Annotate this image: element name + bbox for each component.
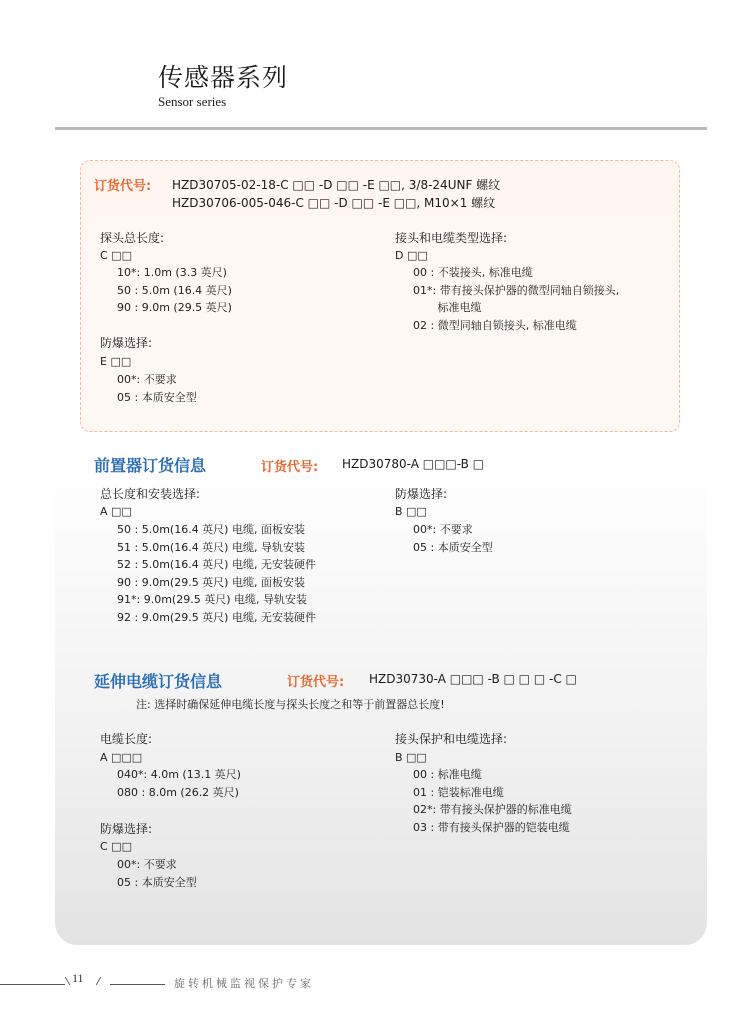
- extension-order-label: 订货代号:: [287, 675, 345, 690]
- preamp-explosion-title: 防爆选择:: [395, 487, 448, 501]
- footer-line-left: [0, 984, 65, 985]
- extension-explosion-code: C □□: [100, 840, 132, 853]
- probe-length-option: 90 : 9.0m (29.5 英尺): [117, 301, 232, 314]
- probe-length-option: 50 : 5.0m (16.4 英尺): [117, 284, 232, 297]
- extension-protect-option: 00 : 标准电缆: [413, 768, 482, 781]
- preamp-explosion-code: B □□: [395, 505, 427, 518]
- page-title: 传感器系列: [158, 63, 289, 92]
- extension-length-option: 040*: 4.0m (13.1 英尺): [117, 768, 241, 781]
- footer-line-right: [110, 984, 165, 985]
- probe-connector-option: 标准电缆: [413, 301, 482, 314]
- preamp-explosion-option: 05 : 本质安全型: [413, 541, 493, 554]
- header-rule: [55, 127, 707, 130]
- extension-code: HZD30730-A □□□ -B □ □ □ -C □: [369, 672, 577, 686]
- page-number: 11: [72, 971, 84, 985]
- preamp-heading: 前置器订货信息: [94, 456, 207, 475]
- preamp-length-option: 92 : 9.0m(29.5 英尺) 电缆, 无安装硬件: [117, 611, 316, 624]
- probe-explosion-option: 05 : 本质安全型: [117, 391, 197, 404]
- extension-explosion-title: 防爆选择:: [100, 822, 153, 836]
- preamp-code: HZD30780-A □□□-B □: [342, 457, 485, 471]
- extension-protect-option: 03 : 带有接头保护器的铠装电缆: [413, 821, 570, 834]
- preamp-length-option: 90 : 9.0m(29.5 英尺) 电缆, 面板安装: [117, 576, 305, 589]
- preamp-length-option: 91*: 9.0m(29.5 英尺) 电缆, 导轨安装: [117, 593, 307, 606]
- probe-code-line-2: HZD30706-005-046-C □□ -D □□ -E □□, M10×1 螺纹: [172, 196, 496, 210]
- preamp-length-option: 51 : 5.0m(16.4 英尺) 电缆, 导轨安装: [117, 541, 305, 554]
- extension-protect-title: 接头保护和电缆选择:: [395, 732, 508, 746]
- preamp-length-option: 52 : 5.0m(16.4 英尺) 电缆, 无安装硬件: [117, 558, 316, 571]
- extension-explosion-option: 00*: 不要求: [117, 858, 177, 871]
- extension-explosion-option: 05 : 本质安全型: [117, 876, 197, 889]
- extension-protect-code: B □□: [395, 751, 427, 764]
- extension-note: 注: 选择时确保延伸电缆长度与探头长度之和等于前置器总长度!: [136, 698, 445, 711]
- footer-slogan: 旋转机械监视保护专家: [174, 977, 314, 990]
- extension-protect-option: 02*: 带有接头保护器的标准电缆: [413, 803, 572, 816]
- probe-length-code: C □□: [100, 249, 132, 262]
- extension-length-title: 电缆长度:: [100, 732, 153, 746]
- probe-connector-code: D □□: [395, 249, 428, 262]
- preamp-length-title: 总长度和安装选择:: [100, 487, 201, 501]
- preamp-length-option: 50 : 5.0m(16.4 英尺) 电缆, 面板安装: [117, 523, 305, 536]
- extension-length-code: A □□□: [100, 751, 143, 764]
- probe-explosion-option: 00*: 不要求: [117, 373, 177, 386]
- extension-length-option: 080 : 8.0m (26.2 英尺): [117, 786, 239, 799]
- probe-connector-option: 00 : 不装接头, 标准电缆: [413, 266, 533, 279]
- probe-length-title: 探头总长度:: [100, 231, 165, 245]
- probe-code-line-1: HZD30705-02-18-C □□ -D □□ -E □□, 3/8-24UNF 螺纹: [172, 178, 501, 192]
- probe-connector-option: 01*: 带有接头保护器的微型同轴自锁接头,: [413, 284, 620, 297]
- preamp-explosion-option: 00*: 不要求: [413, 523, 473, 536]
- preamp-length-code: A □□: [100, 505, 132, 518]
- probe-connector-option: 02 : 微型同轴自锁接头, 标准电缆: [413, 319, 577, 332]
- probe-explosion-code: E □□: [100, 355, 132, 368]
- probe-order-label: 订货代号:: [94, 179, 152, 194]
- extension-heading: 延伸电缆订货信息: [94, 672, 223, 691]
- probe-explosion-title: 防爆选择:: [100, 336, 153, 350]
- probe-connector-title: 接头和电缆类型选择:: [395, 231, 508, 245]
- page-subtitle: Sensor series: [158, 94, 227, 109]
- preamp-order-label: 订货代号:: [261, 460, 319, 475]
- extension-protect-option: 01 : 铠装标准电缆: [413, 786, 504, 799]
- probe-length-option: 10*: 1.0m (3.3 英尺): [117, 266, 227, 279]
